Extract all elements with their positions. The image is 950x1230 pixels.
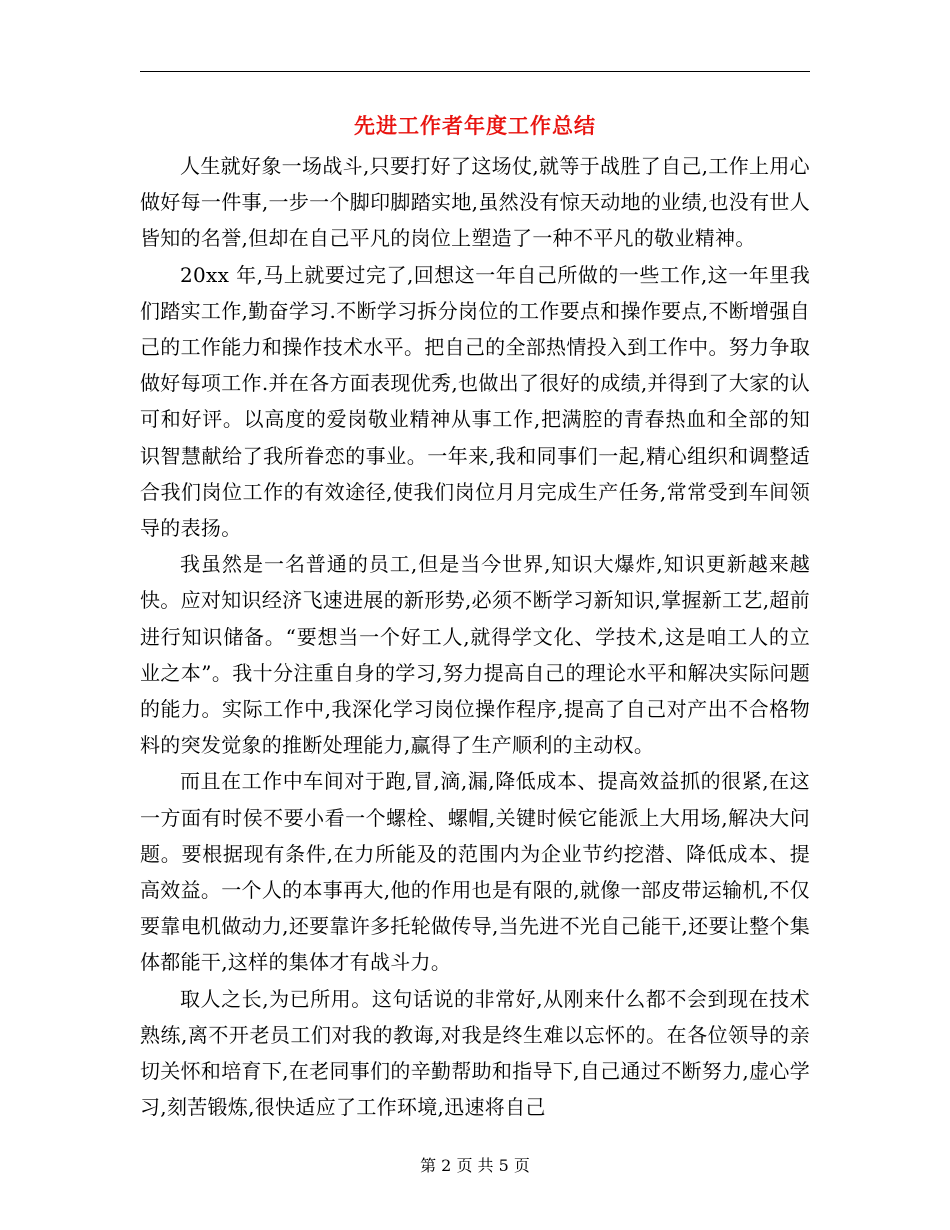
paragraph-3: 我虽然是一名普通的员工,但是当今世界,知识大爆炸,知识更新越来越快。应对知识经济飞速进展的新形势,必须不断学习新知识,掌握新工艺,超前进行知识储备。“要想当一个好工人,就得学文化、学技术,这是咱工人的立业之本”。我十分注重自身的学习,努力提高自己的理论水平和解决实际问题的能力。实际工作中,我深化学习岗位操作程序,提高了自己对产出不合格物料的突发觉象的推断处理能力,赢得了生产顺利的主动权。: [140, 552, 810, 758]
paragraph-4: 而且在工作中车间对于跑,冒,滴,漏,降低成本、提高效益抓的很紧,在这一方面有时侯不要小看一个螺栓、螺帽,关键时候它能派上大用场,解决大问题。要根据现有条件,在力所能及的范围内为企业节约挖潜、降低成本、提高效益。一个人的本事再大,他的作用也是有限的,就像一部皮带运输机,不仅要靠电机做动力,还要靠许多托轮做传导,当先进不光自己能干,还要让整个集体都能干,这样的集体才有战斗力。: [140, 769, 810, 975]
paragraph-5: 取人之长,为已所用。这句话说的非常好,从刚来什么都不会到现在技术熟练,离不开老员工们对我的教诲,对我是终生难以忘怀的。在各位领导的亲切关怀和培育下,在老同事们的辛勤帮助和指导下,自己通过不断努力,虚心学习,刻苦锻炼,很快适应了工作环境,迅速将自己: [140, 986, 810, 1120]
page-footer: 第 2 页 共 5 页: [420, 1156, 530, 1175]
document-body: [140, 148, 810, 1125]
paragraph-1: 人生就好象一场战斗,只要打好了这场仗,就等于战胜了自己,工作上用心做好每一件事,一步一个脚印脚踏实地,虽然没有惊天动地的业绩,也没有世人皆知的名誉,但却在自己平凡的岗位上塑造了一种不平凡的敬业精神。: [140, 154, 810, 251]
document-title: 先进工作者年度工作总结: [354, 113, 596, 138]
header-rule: [140, 71, 810, 72]
paragraph-2: 20xx 年,马上就要过完了,回想这一年自己所做的一些工作,这一年里我们踏实工作,勤奋学习.不断学习拆分岗位的工作要点和操作要点,不断增强自己的工作能力和操作技术水平。把自己的全部热情投入到工作中。努力争取做好每项工作.并在各方面表现优秀,也做出了很好的成绩,并得到了大家的认可和好评。以高度的爱岗敬业精神从事工作,把满腔的青春热血和全部的知识智慧献给了我所眷恋的事业。一年来,我和同事们一起,精心组织和调整适合我们岗位工作的有效途径,使我们岗位月月完成生产任务,常常受到车间领导的表扬。: [140, 262, 810, 541]
